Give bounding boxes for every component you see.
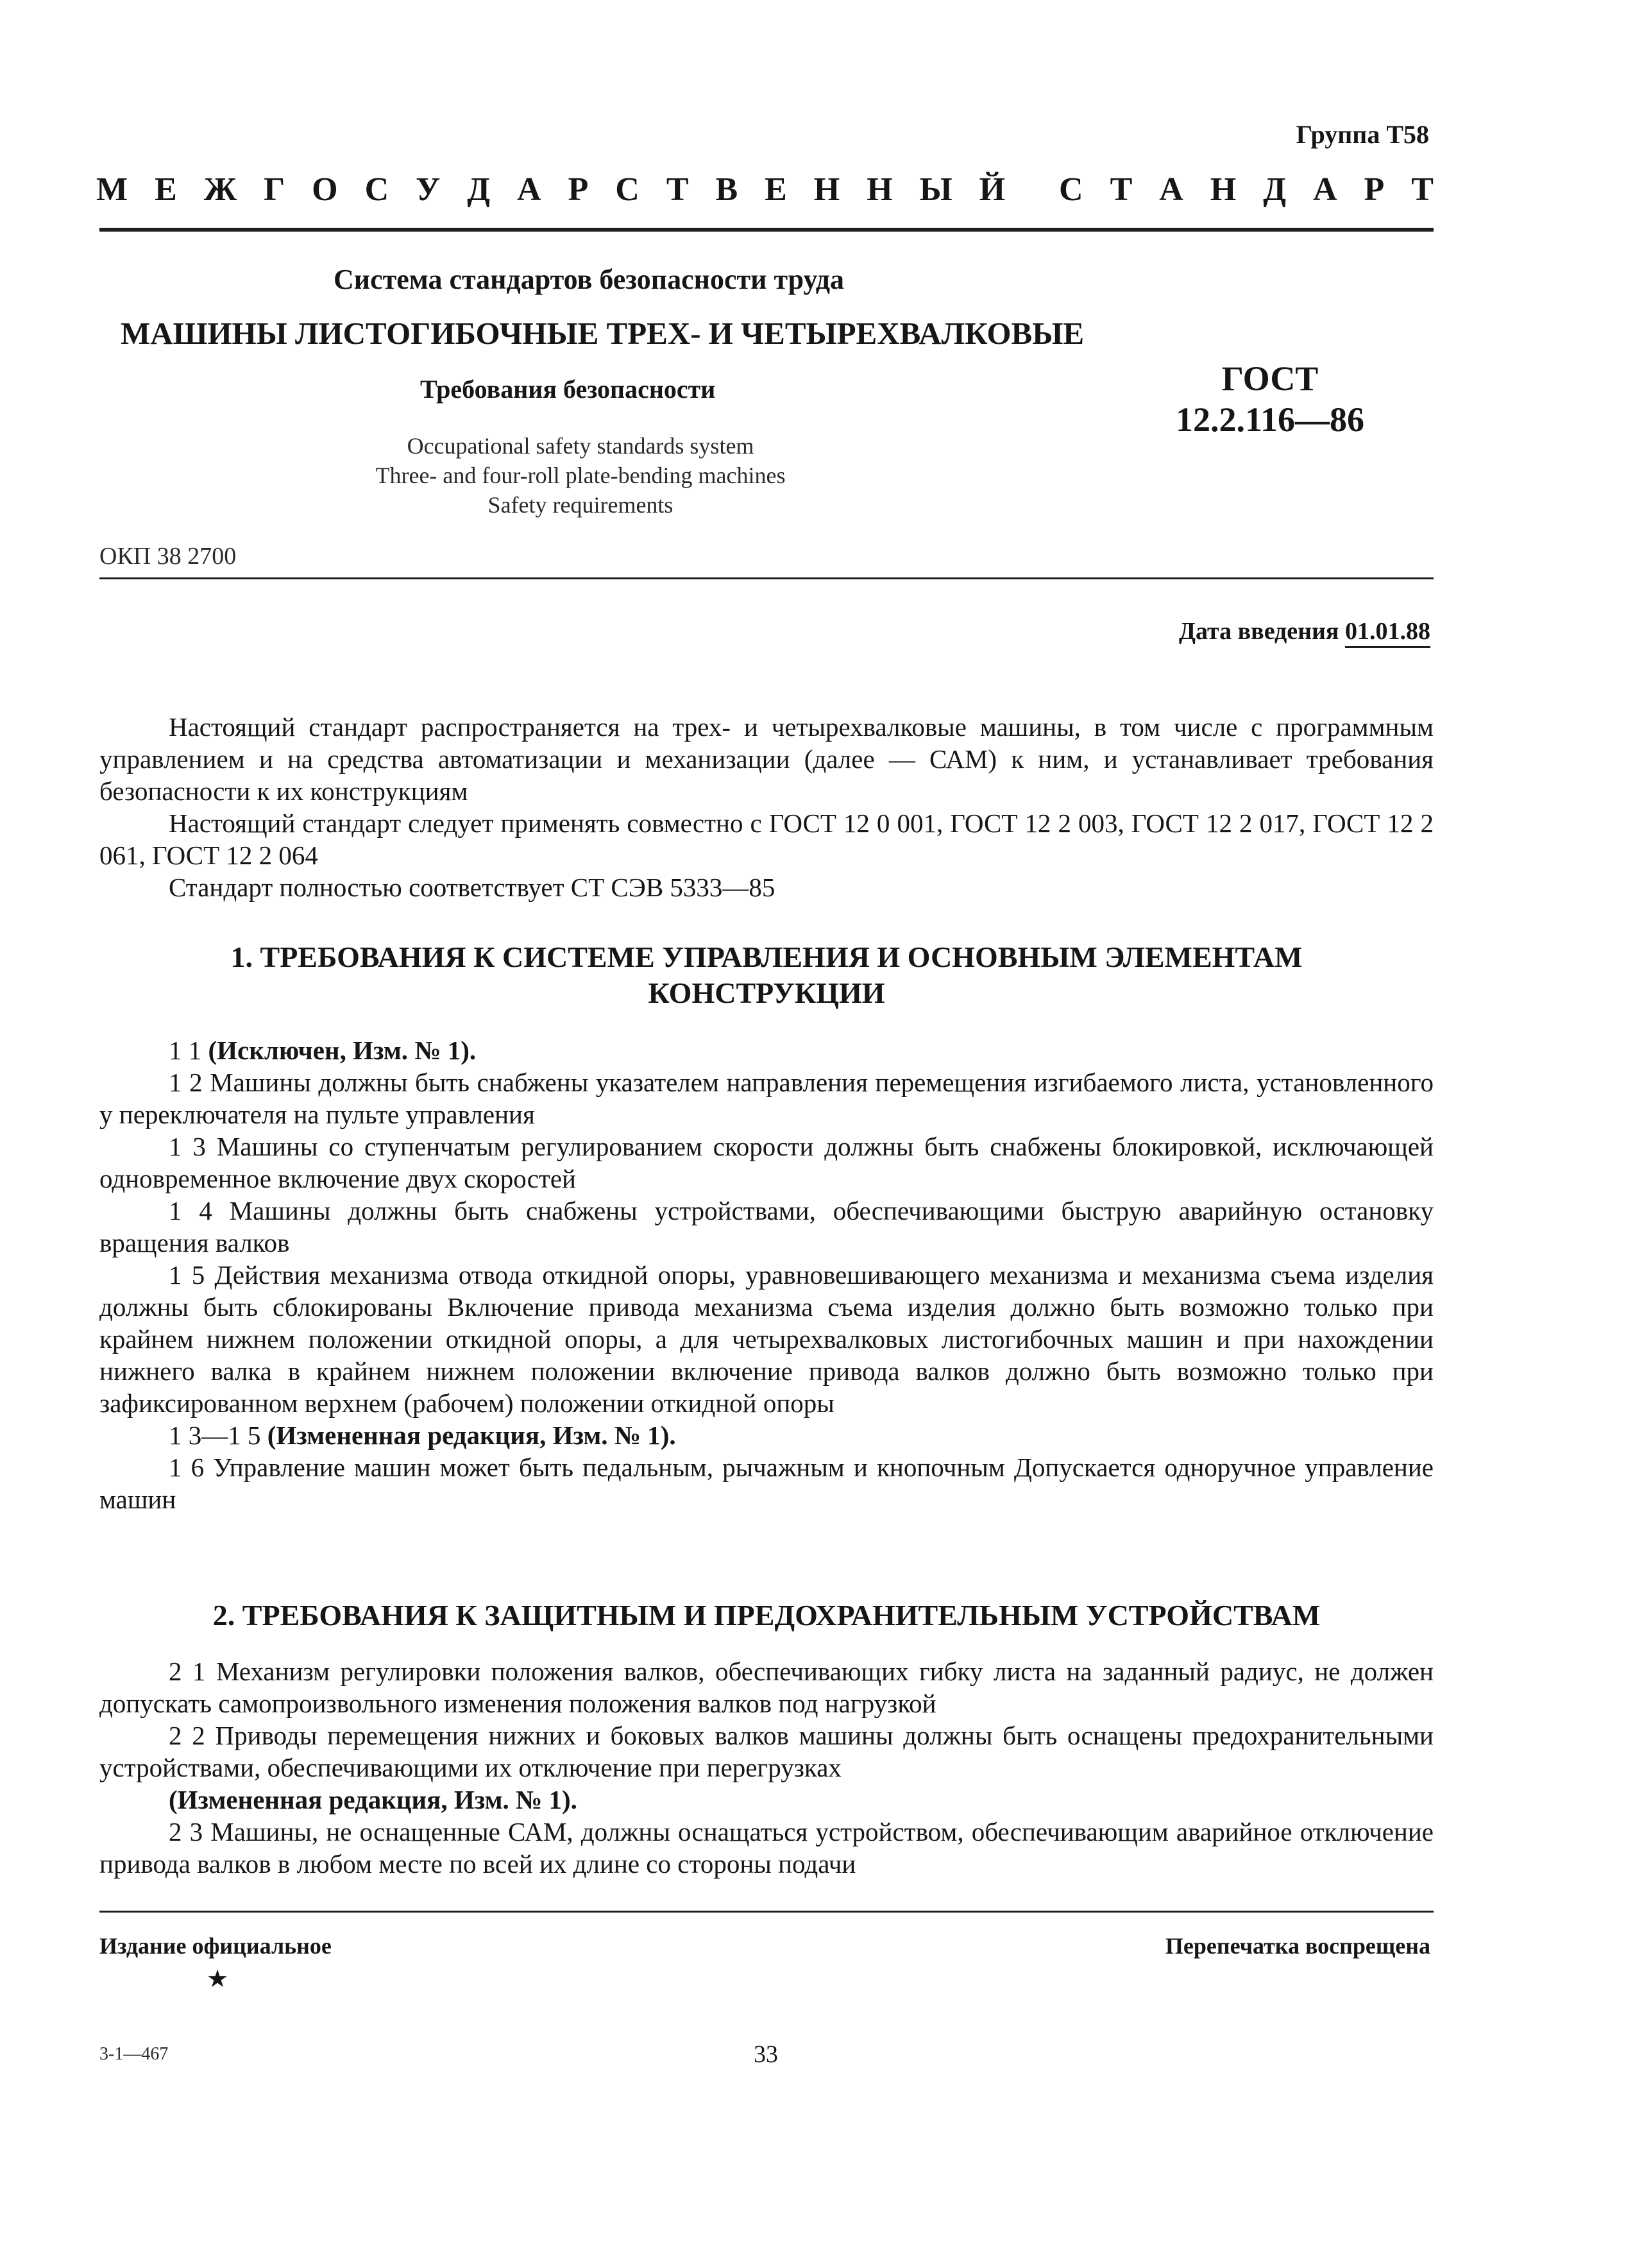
header-letter: С xyxy=(615,171,639,208)
gost-number: 12.2.116—86 xyxy=(1175,400,1365,439)
header-letter: Р xyxy=(1364,171,1385,208)
section-1-title xyxy=(99,939,1434,1011)
section-1-text xyxy=(99,1034,1434,1515)
amendment-note: (Измененная редакция, Изм. № 1). xyxy=(267,1420,676,1450)
header-letter: Т xyxy=(666,171,689,208)
date-label: Дата введения xyxy=(1178,618,1345,645)
page-number: 33 xyxy=(754,2041,778,2068)
english-title-block xyxy=(324,431,837,520)
clause-2-3: 2 3 Машины, не оснащенные САМ, должны оснащаться устройством, обеспечивающим аварийное отключение привода валков в любом месте по всей их длине со стороны подачи xyxy=(99,1817,1434,1879)
header-letter: С xyxy=(364,171,389,208)
interstate-standard-header xyxy=(96,171,1434,209)
group-label: Группа Т58 xyxy=(1296,120,1429,149)
header-letter: Й xyxy=(979,171,1006,208)
header-letter: Ы xyxy=(919,171,953,208)
clause-1-6: 1 6 Управление машин может быть педальным, рычажным и кнопочным Допускается одноручное управление машин xyxy=(99,1453,1434,1514)
header-letter: Д xyxy=(467,171,491,208)
intro-text xyxy=(99,711,1434,903)
clause-1-3: 1 3 Машины со ступенчатым регулированием скорости должны быть снабжены блокировкой, исключающей одновременное включение двух скоростей xyxy=(99,1132,1434,1193)
header-letter: Н xyxy=(867,171,893,208)
clause-2-2-amendment xyxy=(99,1784,1434,1816)
amendment-note: (Исключен, Изм. № 1). xyxy=(208,1036,477,1065)
header-letter: У xyxy=(416,171,441,208)
amendment-note: (Измененная редакция, Изм. № 1). xyxy=(169,1785,577,1814)
header-rule xyxy=(99,228,1434,232)
header-letter: Д xyxy=(1263,171,1286,208)
subtitle: Требования безопасности xyxy=(420,375,716,404)
clause-1-5: 1 5 Действия механизма отвода откидной опоры, уравновешивающего механизма и механизма съема изделия должны быть сблокированы Включение привода механизма съема изделия должно быть возможно только при крайнем нижнем положении откидной опоры, а для четырехвалковых листогибочных машин и при нахождении нижнего валка в крайнем нижнем положении включение привода валков должно быть возможно только при зафиксированном верхнем (рабочем) положении откидной опоры xyxy=(99,1260,1434,1418)
header-letter: С xyxy=(1059,171,1083,208)
header-letter: М xyxy=(96,171,128,208)
footer-rule xyxy=(99,1911,1434,1913)
okp-code: ОКП 38 2700 xyxy=(99,543,237,570)
intro-paragraph: Настоящий стандарт распространяется на трех- и четырехвалковые машины, в том числе с программным управлением и на средства автоматизации и механизации (далее — САМ) к ним, и устанавливает требования безопасности к их конструкциям xyxy=(99,712,1434,806)
clause-2-1: 2 1 Механизм регулировки положения валков, обеспечивающих гибку листа на заданный радиус, не должен допускать самопроизвольного изменения положения валков под нагрузкой xyxy=(99,1657,1434,1718)
english-line: Occupational safety standards system xyxy=(407,433,754,459)
header-letter: Ж xyxy=(203,171,237,208)
english-line: Three- and four-roll plate-bending machines xyxy=(375,463,786,488)
header-letter: Н xyxy=(813,171,840,208)
header-letter: А xyxy=(1159,171,1183,208)
header-letter: Е xyxy=(765,171,787,208)
intro-paragraph: Настоящий стандарт следует применять совместно с ГОСТ 12 0 001, ГОСТ 12 2 003, ГОСТ 12 2 017, ГОСТ 12 2 061, ГОСТ 12 2 064 xyxy=(99,808,1434,870)
header-letter: Г xyxy=(264,171,285,208)
clause-number: 1 1 xyxy=(169,1036,208,1065)
header-letter: Т xyxy=(1110,171,1133,208)
official-edition-label: Издание официальное xyxy=(99,1933,332,1959)
header-letter: А xyxy=(1312,171,1337,208)
main-title: МАШИНЫ ЛИСТОГИБОЧНЫЕ ТРЕХ- И ЧЕТЫРЕХВАЛКОВЫЕ xyxy=(121,316,1085,351)
clause-1-4: 1 4 Машины должны быть снабжены устройствами, обеспечивающими быструю аварийную остановку вращения валков xyxy=(99,1196,1434,1258)
clause-1-1 xyxy=(99,1034,1434,1066)
english-line: Safety requirements xyxy=(487,492,673,518)
print-code: 3-1—467 xyxy=(99,2044,169,2064)
system-title: Система стандартов безопасности труда xyxy=(334,264,844,295)
header-letter: Н xyxy=(1210,171,1237,208)
gost-designation xyxy=(1103,358,1437,440)
introduction-date xyxy=(1179,617,1430,645)
header-letter: Т xyxy=(1411,171,1434,208)
section-2-text xyxy=(99,1655,1434,1880)
title-rule xyxy=(99,577,1434,579)
header-letter: А xyxy=(517,171,541,208)
section-title-line: 1. ТРЕБОВАНИЯ К СИСТЕМЕ УПРАВЛЕНИЯ И ОСНОВНЫМ ЭЛЕМЕНТАМ xyxy=(230,941,1303,973)
gost-label: ГОСТ xyxy=(1221,359,1319,398)
section-title-line: КОНСТРУКЦИИ xyxy=(648,976,885,1009)
date-value: 01.01.88 xyxy=(1345,618,1430,648)
clause-1-3-1-5 xyxy=(99,1419,1434,1451)
header-letter: В xyxy=(715,171,738,208)
reprint-prohibited-label: Перепечатка воспрещена xyxy=(1165,1933,1430,1959)
clause-number: 1 3—1 5 xyxy=(169,1420,267,1450)
section-2-title: 2. ТРЕБОВАНИЯ К ЗАЩИТНЫМ И ПРЕДОХРАНИТЕЛЬНЫМ УСТРОЙСТВАМ xyxy=(212,1599,1321,1632)
intro-paragraph: Стандарт полностью соответствует СТ СЭВ 5333—85 xyxy=(169,873,775,902)
header-letter: Е xyxy=(155,171,177,208)
star-icon: ★ xyxy=(207,1965,229,1993)
header-letter: Р xyxy=(568,171,589,208)
clause-2-2: 2 2 Приводы перемещения нижних и боковых валков машины должны быть оснащены предохранительными устройствами, обеспечивающими их отключение при перегрузках xyxy=(99,1721,1434,1782)
clause-1-2: 1 2 Машины должны быть снабжены указателем направления перемещения изгибаемого листа, установленного у переключателя на пульте управления xyxy=(99,1068,1434,1129)
header-letter: О xyxy=(312,171,338,208)
